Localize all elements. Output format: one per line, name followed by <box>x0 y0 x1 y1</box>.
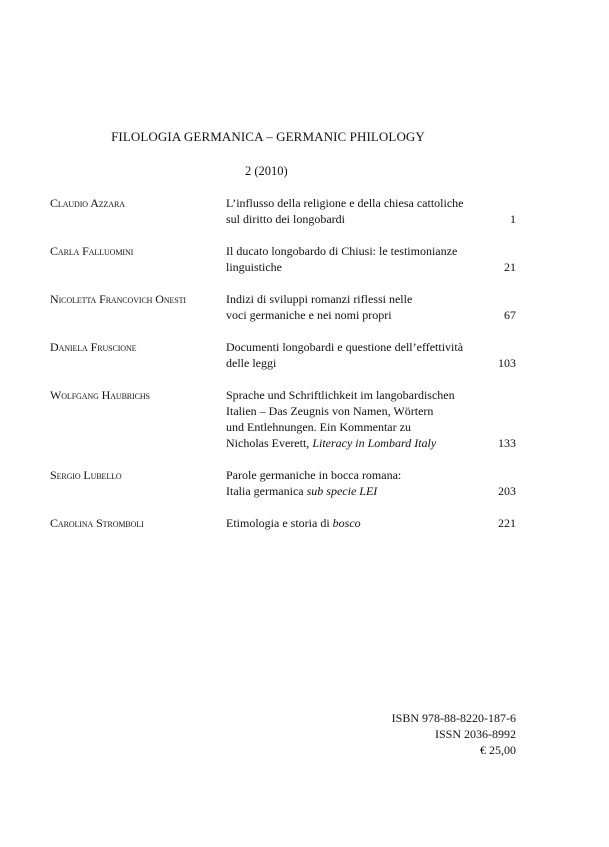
toc-title-line <box>226 467 476 483</box>
toc-title <box>226 467 516 499</box>
toc-author: Wolfgang Haubrichs <box>50 388 150 402</box>
toc-title-line <box>226 435 476 451</box>
toc-entry <box>50 339 516 371</box>
journal-title: FILOLOGIA GERMANICA – GERMANIC PHILOLOGY <box>111 129 425 144</box>
toc-title-text: Italia germanica <box>226 484 307 498</box>
price: € 25,00 <box>480 743 516 757</box>
toc-title-text: Italien – Das Zeugnis von Namen, Wörtern <box>226 404 434 418</box>
toc-title-text: Documenti longobardi e questione dell’effettività <box>226 340 464 354</box>
toc-title-italic: sub specie LEI <box>306 484 378 498</box>
toc-title <box>226 195 516 227</box>
toc-author: Carla Falluomini <box>50 244 134 258</box>
toc-entry <box>50 291 516 323</box>
isbn: ISBN 978-88-8220-187-6 <box>391 711 516 725</box>
toc-title-text: Sprache und Schriftlichkeit im langobardischen <box>226 388 455 402</box>
toc-title <box>226 387 516 451</box>
toc-title-text: L’influsso della religione e della chiesa cattoliche <box>226 196 464 210</box>
issue-number: 2 (2010) <box>245 164 288 178</box>
toc-title-line <box>226 307 476 323</box>
table-of-contents <box>50 195 516 547</box>
toc-entry <box>50 387 516 451</box>
toc-author: Carolina Stromboli <box>50 516 144 530</box>
toc-title-line <box>226 243 476 259</box>
toc-page-number: 1 <box>510 212 516 226</box>
toc-title-line <box>226 355 476 371</box>
toc-title-text: Etimologia e storia di <box>226 516 333 530</box>
toc-title-line <box>226 339 476 355</box>
toc-author: Daniela Fruscione <box>50 340 137 354</box>
toc-author: Nicoletta Francovich Onesti <box>50 292 186 306</box>
toc-title-line <box>226 211 476 227</box>
toc-title-italic: Literacy in Lombard Italy <box>312 436 437 450</box>
toc-page-number: 103 <box>498 356 516 370</box>
toc-entry <box>50 195 516 227</box>
toc-title-text: voci germaniche e nei nomi propri <box>226 308 392 322</box>
toc-title-italic: bosco <box>332 516 361 530</box>
toc-title-text: Il ducato longobardo di Chiusi: le testimonianze <box>226 244 458 258</box>
toc-title-text: und Entlehnungen. Ein Kommentar zu <box>226 420 411 434</box>
toc-title-text: delle leggi <box>226 356 277 370</box>
toc-title-line <box>226 291 476 307</box>
toc-page-number: 21 <box>504 260 516 274</box>
toc-title <box>226 515 516 531</box>
toc-title-text: Parole germaniche in bocca romana: <box>226 468 402 482</box>
toc-page-number: 133 <box>498 436 516 450</box>
toc-title-line <box>226 419 476 435</box>
toc-title-line <box>226 483 476 499</box>
toc-title <box>226 243 516 275</box>
toc-title-line <box>226 195 476 211</box>
toc-title-text: sul diritto dei longobardi <box>226 212 345 226</box>
colophon <box>392 710 516 758</box>
toc-title-line <box>226 387 476 403</box>
toc-title-text: Nicholas Everett, <box>226 436 313 450</box>
issn: ISSN 2036-8992 <box>434 727 516 741</box>
toc-title-line <box>226 515 476 531</box>
toc-page-number: 67 <box>504 308 516 322</box>
toc-title-text: Indizi di sviluppi romanzi riflessi nelle <box>226 292 413 306</box>
toc-author: Claudio Azzara <box>50 196 125 210</box>
toc-entry <box>50 515 516 531</box>
toc-entry <box>50 243 516 275</box>
toc-title-line <box>226 403 476 419</box>
toc-title <box>226 291 516 323</box>
toc-title-line <box>226 259 476 275</box>
toc-page-number: 221 <box>498 516 516 530</box>
toc-title <box>226 339 516 371</box>
toc-title-text: linguistiche <box>226 260 282 274</box>
toc-page-number: 203 <box>498 484 516 498</box>
toc-author: Sergio Lubello <box>50 468 122 482</box>
toc-entry <box>50 467 516 499</box>
